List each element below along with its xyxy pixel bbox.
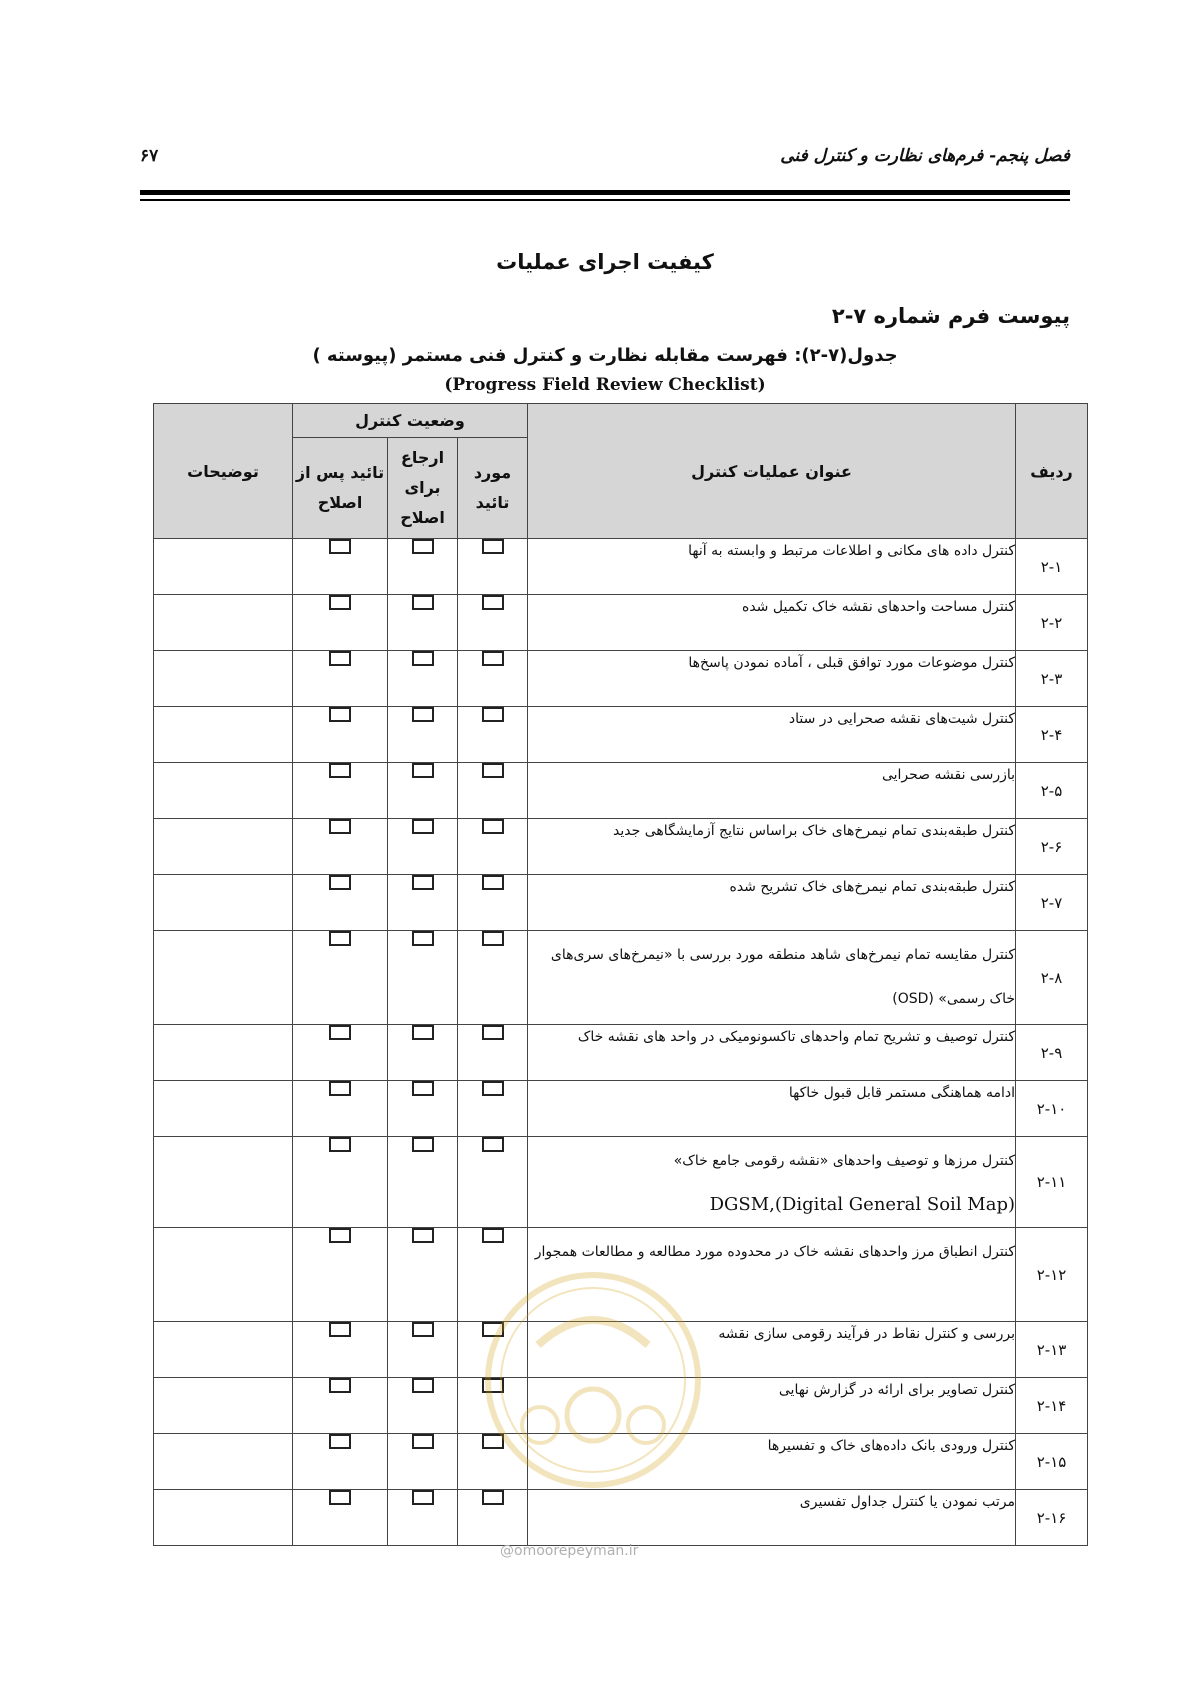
table-row [154, 595, 1088, 651]
operation-title: ادامه هماهنگی مستمر قابل قبول خاکها [528, 1081, 1016, 1137]
running-header [140, 140, 1070, 170]
return-checkbox[interactable] [412, 763, 434, 778]
operation-title-en: (Digital General Soil Map),DGSM [709, 1194, 1016, 1215]
return-checkbox[interactable] [412, 707, 434, 722]
table-caption: جدول(۷-۲): فهرست مقابله نظارت و کنترل فنی مستمر (پیوسته ) [312, 345, 898, 366]
notes-cell[interactable] [154, 595, 293, 651]
return-checkbox[interactable] [412, 1228, 434, 1243]
approved-checkbox[interactable] [482, 931, 504, 946]
approved-after-checkbox[interactable] [329, 1228, 351, 1243]
table-caption-english: (Progress Field Review Checklist) [444, 375, 766, 395]
return-checkbox[interactable] [412, 931, 434, 946]
row-number: ۲-۵ [1016, 763, 1088, 819]
operation-title: کنترل شیت‌های نقشه صحرایی در ستاد [528, 707, 1016, 763]
table-row [154, 931, 1088, 1025]
notes-cell[interactable] [154, 1228, 293, 1322]
return-checkbox[interactable] [412, 539, 434, 554]
operation-title: کنترل تصاویر برای ارائه در گزارش نهایی [528, 1378, 1016, 1434]
return-checkbox[interactable] [412, 651, 434, 666]
header-approved-after-correction: تائید پس از اصلاح [293, 438, 388, 539]
table-row [154, 1081, 1088, 1137]
row-number: ۲-۷ [1016, 875, 1088, 931]
table-row [154, 539, 1088, 595]
approved-after-checkbox[interactable] [329, 1137, 351, 1152]
row-number: ۲-۱۲ [1016, 1228, 1088, 1322]
approved-after-checkbox[interactable] [329, 819, 351, 834]
row-number: ۲-۱۳ [1016, 1322, 1088, 1378]
notes-cell[interactable] [154, 763, 293, 819]
approved-after-checkbox[interactable] [329, 1490, 351, 1505]
notes-cell[interactable] [154, 539, 293, 595]
approved-checkbox[interactable] [482, 651, 504, 666]
notes-cell[interactable] [154, 931, 293, 1025]
table-row [154, 651, 1088, 707]
row-number: ۲-۴ [1016, 707, 1088, 763]
approved-checkbox[interactable] [482, 539, 504, 554]
return-checkbox[interactable] [412, 1490, 434, 1505]
running-title: فصل پنجم- فرم‌های نظارت و کنترل فنی [780, 146, 1070, 166]
row-number: ۲-۹ [1016, 1025, 1088, 1081]
row-number: ۲-۸ [1016, 931, 1088, 1025]
approved-checkbox[interactable] [482, 707, 504, 722]
operation-title: بازرسی نقشه صحرایی [528, 763, 1016, 819]
notes-cell[interactable] [154, 651, 293, 707]
approved-after-checkbox[interactable] [329, 651, 351, 666]
operation-title: کنترل موضوعات مورد توافق قبلی ، آماده نمودن پاسخ‌ها [528, 651, 1016, 707]
return-checkbox[interactable] [412, 875, 434, 890]
row-number: ۲-۱۴ [1016, 1378, 1088, 1434]
approved-after-checkbox[interactable] [329, 707, 351, 722]
operation-title: مرتب نمودن یا کنترل جداول تفسیری [528, 1490, 1016, 1546]
table-row [154, 875, 1088, 931]
section-title: کیفیت اجرای عملیات [496, 250, 714, 274]
operation-title: کنترل طبقه‌بندی تمام نیمرخ‌های خاک تشریح شده [528, 875, 1016, 931]
header-control-status: وضعیت کنترل [293, 404, 528, 438]
table-row [154, 1025, 1088, 1081]
return-checkbox[interactable] [412, 1378, 434, 1393]
return-checkbox[interactable] [412, 1322, 434, 1337]
notes-cell[interactable] [154, 1434, 293, 1490]
row-number: ۲-۶ [1016, 819, 1088, 875]
notes-cell[interactable] [154, 1081, 293, 1137]
header-rule-thick [140, 190, 1070, 195]
approved-after-checkbox[interactable] [329, 931, 351, 946]
watermark-logo [478, 1265, 708, 1495]
header-row-number: ردیف [1016, 404, 1088, 539]
return-checkbox[interactable] [412, 819, 434, 834]
operation-title: کنترل ورودی بانک داده‌های خاک و تفسیرها [528, 1434, 1016, 1490]
header-rule-thin [140, 199, 1070, 201]
row-number: ۲-۱۰ [1016, 1081, 1088, 1137]
approved-checkbox[interactable] [482, 595, 504, 610]
return-checkbox[interactable] [412, 595, 434, 610]
notes-cell[interactable] [154, 1490, 293, 1546]
approved-after-checkbox[interactable] [329, 1322, 351, 1337]
notes-cell[interactable] [154, 1322, 293, 1378]
approved-checkbox[interactable] [482, 1137, 504, 1152]
operation-title-fa: کنترل مرزها و توصیف واحدهای «نقشه رقومی جامع خاک» [673, 1153, 1016, 1169]
approved-checkbox[interactable] [482, 763, 504, 778]
operation-title: کنترل توصیف و تشریح تمام واحدهای تاکسونومیکی در واحد های نقشه خاک [528, 1025, 1016, 1081]
table-row [154, 819, 1088, 875]
notes-cell[interactable] [154, 819, 293, 875]
row-number: ۲-۱۵ [1016, 1434, 1088, 1490]
return-checkbox[interactable] [412, 1137, 434, 1152]
operation-title: کنترل انطباق مرز واحدهای نقشه خاک در محدوده مورد مطالعه و مطالعات همجوار [528, 1228, 1016, 1322]
approved-after-checkbox[interactable] [329, 1434, 351, 1449]
approved-after-checkbox[interactable] [329, 1081, 351, 1096]
table-row [154, 707, 1088, 763]
notes-cell[interactable] [154, 1378, 293, 1434]
approved-checkbox[interactable] [482, 819, 504, 834]
approved-checkbox[interactable] [482, 1025, 504, 1040]
operation-title: کنترل طبقه‌بندی تمام نیمرخ‌های خاک براساس نتایج آزمایشگاهی جدید [528, 819, 1016, 875]
header-operation-title: عنوان عملیات کنترل [528, 404, 1016, 539]
approved-after-checkbox[interactable] [329, 539, 351, 554]
approved-after-checkbox[interactable] [329, 1378, 351, 1393]
approved-checkbox[interactable] [482, 1081, 504, 1096]
return-checkbox[interactable] [412, 1081, 434, 1096]
row-number: ۲-۱ [1016, 539, 1088, 595]
operation-title: کنترل مقایسه تمام نیمرخ‌های شاهد منطقه مورد بررسی با «نیمرخ‌های سری‌های خاک رسمی» (OSD) [528, 931, 1016, 1025]
approved-checkbox[interactable] [482, 1228, 504, 1243]
table-row [154, 1490, 1088, 1546]
form-title: پیوست فرم شماره ۷-۲ [831, 304, 1070, 328]
table-row [154, 1137, 1088, 1228]
notes-cell[interactable] [154, 875, 293, 931]
row-number: ۲-۱۱ [1016, 1137, 1088, 1228]
notes-cell[interactable] [154, 1025, 293, 1081]
operation-title: بررسی و کنترل نقاط در فرآیند رقومی سازی نقشه [528, 1322, 1016, 1378]
approved-after-checkbox[interactable] [329, 1025, 351, 1040]
header-approved: مورد تائید [458, 438, 528, 539]
row-number: ۲-۳ [1016, 651, 1088, 707]
row-number: ۲-۱۶ [1016, 1490, 1088, 1546]
operation-title: کنترل داده های مکانی و اطلاعات مرتبط و وابسته به آنها [528, 539, 1016, 595]
approved-after-checkbox[interactable] [329, 763, 351, 778]
approved-after-checkbox[interactable] [329, 595, 351, 610]
header-return-for-correction: ارجاع برای اصلاح [388, 438, 458, 539]
page-number: ۶۷ [140, 146, 159, 166]
operation-title: کنترل مساحت واحدهای نقشه خاک تکمیل شده [528, 595, 1016, 651]
header-notes: توضیحات [154, 404, 293, 539]
watermark-url: @omoorepeyman.ir [500, 1543, 639, 1559]
return-checkbox[interactable] [412, 1025, 434, 1040]
table-row [154, 763, 1088, 819]
row-number: ۲-۲ [1016, 595, 1088, 651]
notes-cell[interactable] [154, 1137, 293, 1228]
operation-title [528, 1137, 1016, 1228]
approved-checkbox[interactable] [482, 875, 504, 890]
return-checkbox[interactable] [412, 1434, 434, 1449]
approved-after-checkbox[interactable] [329, 875, 351, 890]
notes-cell[interactable] [154, 707, 293, 763]
